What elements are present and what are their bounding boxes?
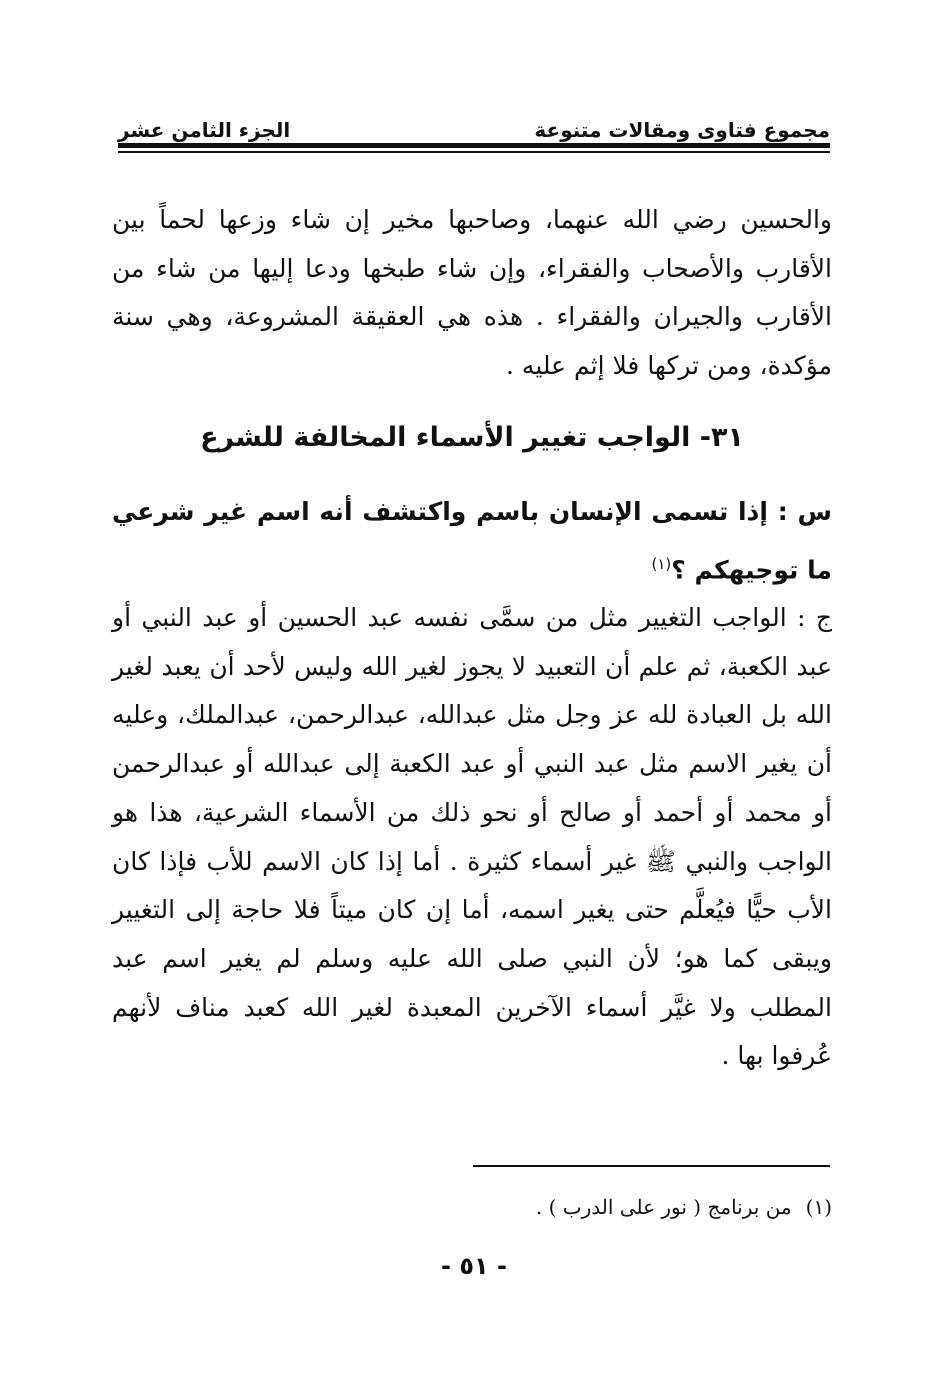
answer-paragraph: ج : الواجب التغيير مثل من سمَّى نفسه عبد الحسين أو عبد النبي أو عبد الكعبة، ثم علم أن التعبيد لا يجوز لغير الله وليس لأحد أن يعبد لغير الله بل العبادة لله عز وجل مثل عبدالله، عبدالرحمن، عبدالملك، وعليه أن يغير الاسم مثل عبد النبي أو عبد الكعبة إلى عبدالله أو عبدالرحمن أو محمد أو أحمد أو صالح أو نحو ذلك من الأسماء الشرعية، هذا هو الواجب والنبي ﷺ غير أسماء كثيرة . أما إذا كان الاسم للأب فإذا كان الأب حيًّا فيُعلَّم حتى يغير اسمه، أما إن كان ميتاً فلا حاجة إلى التغيير ويبقى كما هو؛ لأن النبي صلى الله عليه وسلم لم يغير اسم عبد المطلب ولا غيَّر أسماء الآخرين المعبدة لغير الله كعبد مناف لأنهم عُرفوا بها . <box>112 603 832 1071</box>
header-rule-thin <box>118 151 830 153</box>
section-heading: ٣١- الواجب تغيير الأسماء المخالفة للشرع <box>200 422 744 453</box>
paragraph-aqiqah: والحسين رضي الله عنهما، وصاحبها مخير إن شاء وزعها لحماً بين الأقارب والأصحاب والفقراء، وإن شاء طبخها ودعا إليها من شاء من الأقارب والجيران والفقراء . هذه هي العقيقة المشروعة، وهي سنة مؤكدة، ومن تركها فلا إثم عليه . <box>112 205 832 381</box>
question <box>112 486 832 596</box>
footnote-reference: (١) <box>651 555 672 573</box>
volume-label: الجزء الثامن عشر <box>118 118 291 142</box>
footnote-text: من برنامج ( نور على الدرب ) . <box>535 1195 792 1219</box>
footnote-separator <box>473 1165 830 1167</box>
header-rule-thick <box>118 143 830 148</box>
footnote-number: (١) <box>805 1195 832 1219</box>
page-number: - ٥١ - <box>441 1252 507 1280</box>
running-header <box>118 108 830 142</box>
question-text: س : إذا تسمى الإنسان باسم واكتشف أنه اسم غير شرعي ما توجيهكم ؟ <box>112 497 832 585</box>
footnote <box>112 1192 832 1222</box>
book-title: مجموع فتاوى ومقالات متنوعة <box>534 118 830 142</box>
